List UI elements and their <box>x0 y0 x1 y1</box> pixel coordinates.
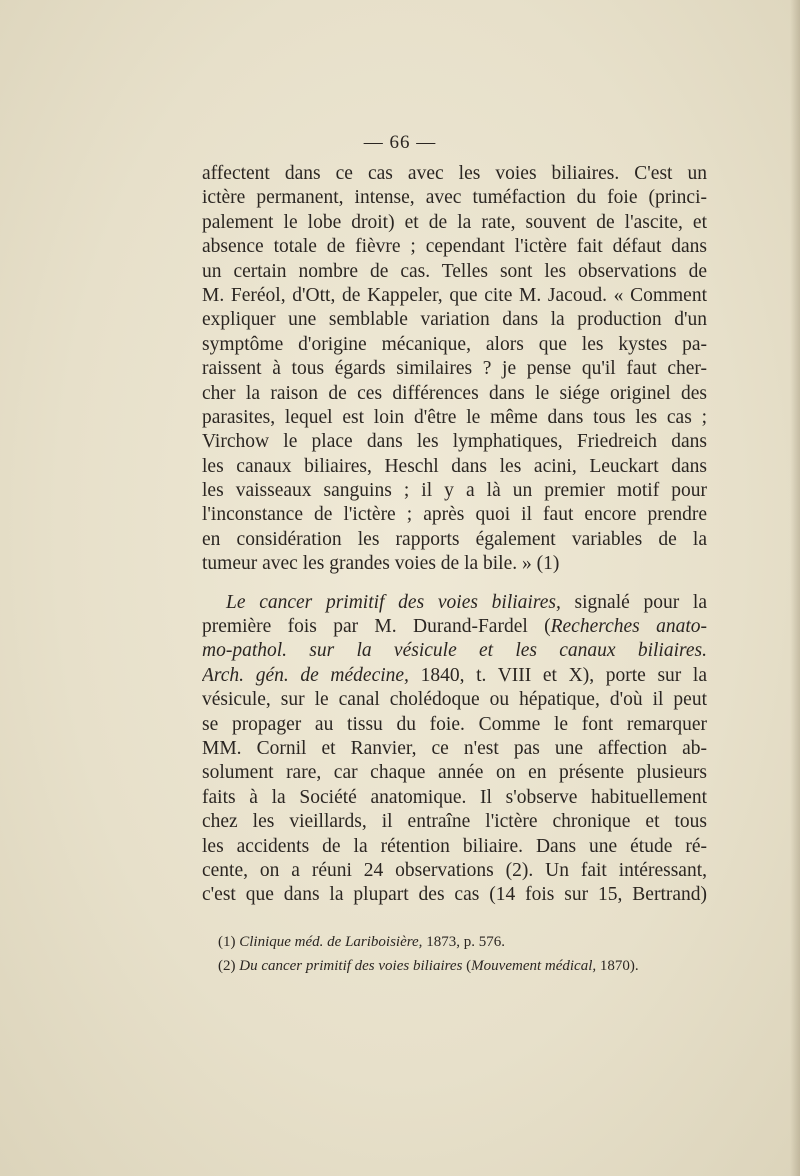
italic-title: Le cancer primitif des voies biliaires, <box>226 591 561 613</box>
text-line: un certain nombre de cas. Telles sont les observations de <box>202 260 707 282</box>
text-line: expliquer une semblable variation dans la production d'un <box>202 309 707 331</box>
italic-citation: mo-pathol. sur la vésicule et les canaux biliaires. <box>202 640 707 662</box>
text-line: cente, on a réuni 24 observations (2). Un fait intéressant, <box>202 859 707 881</box>
text-line: raissent à tous égards similaires ? je pense qu'il faut cher- <box>202 358 707 380</box>
text-line: palement le lobe droit) et de la rate, souvent de l'ascite, et <box>202 211 707 233</box>
text-line: l'inconstance de l'ictère ; après quoi il faut encore prendre <box>202 504 707 526</box>
text-line: chez les vieillards, il entraîne l'ictère chronique et tous <box>202 811 707 833</box>
text-line: absence totale de fièvre ; cependant l'ictère fait défaut dans <box>202 236 707 258</box>
text-line: vésicule, sur le canal cholédoque ou hépatique, d'où il peut <box>202 689 707 711</box>
text-line: ictère permanent, intense, avec tuméfaction du foie (princi- <box>202 187 707 209</box>
text-line: M. Feréol, d'Ott, de Kappeler, que cite M. Jacoud. « Comment <box>202 284 707 306</box>
text-line: symptôme d'origine mécanique, alors que les kystes pa- <box>202 333 707 355</box>
footnote-number: (1) <box>218 934 236 950</box>
page-edge-shadow <box>790 0 800 1176</box>
paragraph-1 <box>202 162 707 577</box>
text-line: en considération les rapports également variables de la <box>202 528 707 550</box>
footnote-2 <box>218 954 718 978</box>
text-line <box>202 591 707 615</box>
text-line: faits à la Société anatomique. Il s'observe habituellement <box>202 786 707 808</box>
paragraph-gap <box>202 577 707 591</box>
text-line: Virchow le place dans les lymphatiques, Friedreich dans <box>202 431 707 453</box>
text-line: c'est que dans la plupart des cas (14 fois sur 15, Bertrand) <box>202 884 707 906</box>
footnote-citation: Clinique méd. de Lariboisière, <box>239 934 423 950</box>
text-line: parasites, lequel est loin d'être le même dans tous les cas ; <box>202 406 707 428</box>
text-line: les accidents de la rétention biliaire. Dans une étude ré- <box>202 835 707 857</box>
text-span: première fois par M. Durand-Fardel ( <box>202 616 551 638</box>
italic-citation: Recherches anato- <box>550 616 707 638</box>
text-span: signalé pour la <box>560 591 707 613</box>
text-line <box>202 639 707 663</box>
text-line: les canaux biliaires, Heschl dans les acini, Leuckart dans <box>202 455 707 477</box>
footnote-number: (2) <box>218 958 236 974</box>
paragraph-2 <box>202 591 707 908</box>
footnote-text: 1873, p. 576. <box>422 934 505 950</box>
page-number: — 66 — <box>363 132 437 153</box>
text-line: solument rare, car chaque année on en présente plusieurs <box>202 762 707 784</box>
text-line: les vaisseaux sanguins ; il y a là un premier motif pour <box>202 480 707 502</box>
text-line: tumeur avec les grandes voies de la bile. » (1) <box>202 553 560 575</box>
text-line: cher la raison de ces différences dans le siége originel des <box>202 382 707 404</box>
text-line <box>202 664 707 688</box>
footnote-1 <box>218 930 718 954</box>
text-line <box>202 615 707 639</box>
italic-citation: Arch. gén. de médecine, <box>202 664 409 686</box>
text-line: affectent dans ce cas avec les voies biliaires. C'est un <box>202 163 707 184</box>
footnote-citation: Mouvement médical, <box>471 958 597 974</box>
footnotes <box>218 930 718 978</box>
footnote-text: 1870). <box>596 958 639 974</box>
text-line: MM. Cornil et Ranvier, ce n'est pas une affection ab- <box>202 737 707 759</box>
text-span: 1840, t. VIII et X), porte sur la <box>408 664 707 686</box>
footnote-citation: Du cancer primitif des voies biliaires <box>239 958 463 974</box>
body-text <box>202 162 707 908</box>
text-line: se propager au tissu du foie. Comme le font remarquer <box>202 713 707 735</box>
footnote-text: ( <box>462 958 472 974</box>
